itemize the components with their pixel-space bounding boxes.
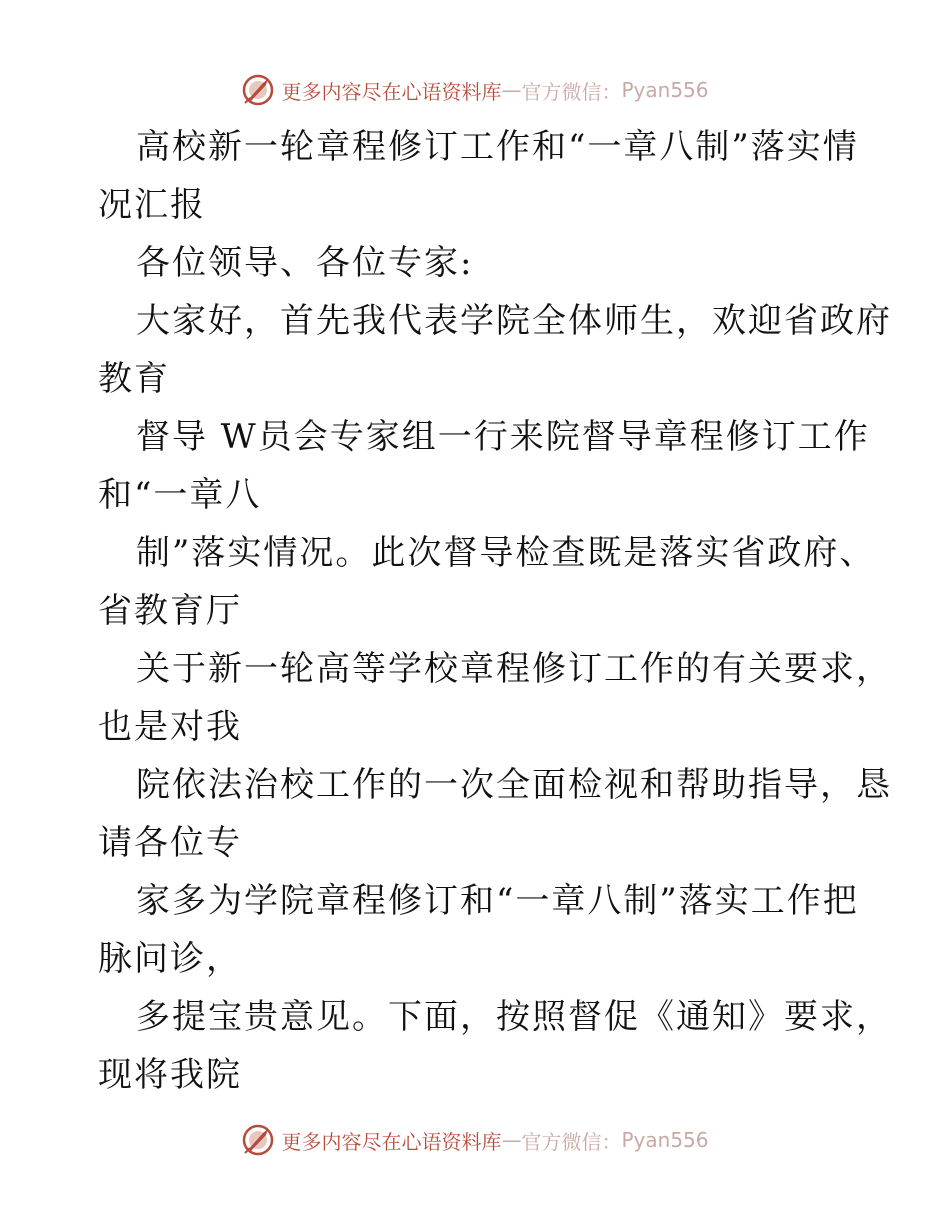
paragraph-line: 家多为学院章程修订和“一章八制”落实工作把 [136, 881, 859, 921]
paragraph-line: 和“一章八 [98, 475, 262, 515]
footer-banner [0, 1120, 950, 1160]
banner-promo-text: 更多内容尽在心语资料库 [281, 1129, 502, 1154]
document-body [98, 118, 892, 1104]
paragraph-line: 现将我院 [98, 1055, 242, 1095]
paragraph-line: 请各位专 [98, 823, 242, 863]
paragraph-line: 省教育厅 [98, 591, 242, 631]
document-title-line-1: 高校新一轮章程修订工作和“一章八制”落实情 [136, 127, 859, 167]
document-title-line-2: 况汇报 [98, 185, 206, 225]
quill-pen-logo-icon [241, 73, 275, 107]
quill-pen-logo-icon [241, 1123, 275, 1157]
banner-wechat-label: 官方微信： [521, 1129, 622, 1154]
banner-promo-text: 更多内容尽在心语资料库 [281, 79, 502, 104]
banner-wechat-handle: Pyan556 [621, 1128, 709, 1152]
paragraph-line: 督导 W员会专家组一行来院督导章程修订工作 [136, 417, 870, 457]
paragraph-line: 关于新一轮高等学校章程修订工作的有关要求， [136, 649, 892, 689]
banner-wechat-handle: Pyan556 [621, 78, 709, 102]
header-banner [0, 70, 950, 110]
banner-separator: — [501, 1128, 522, 1152]
banner-separator: — [501, 78, 522, 102]
paragraph-line: 脉问诊， [98, 939, 242, 979]
paragraph-line: 教育 [98, 359, 170, 399]
paragraph-line: 多提宝贵意见。下面，按照督促《通知》要求， [136, 997, 892, 1037]
banner-wechat-label: 官方微信： [521, 79, 622, 104]
paragraph-line: 院依法治校工作的一次全面检视和帮助指导，恳 [136, 765, 892, 805]
paragraph-line: 大家好，首先我代表学院全体师生，欢迎省政府 [136, 301, 892, 341]
paragraph-line: 也是对我 [98, 707, 242, 747]
paragraph-line: 制”落实情况。此次督导检查既是落实省政府、 [136, 533, 876, 573]
salutation-line: 各位领导、各位专家: [136, 243, 474, 283]
